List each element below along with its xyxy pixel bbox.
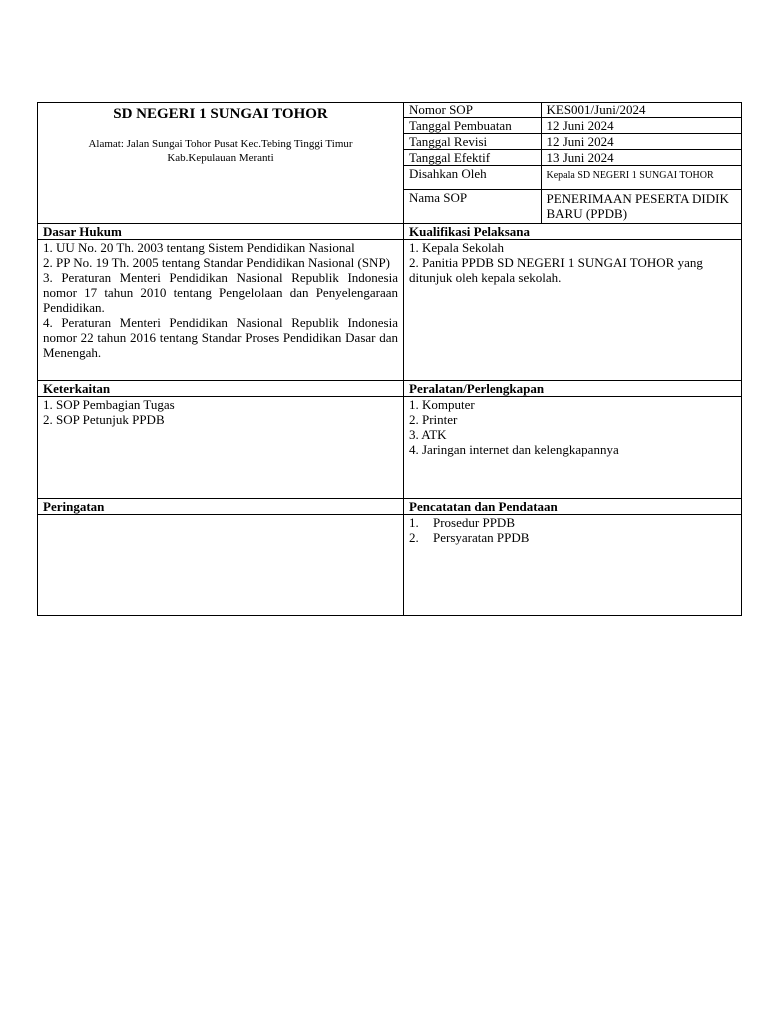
list-number: 1. (409, 514, 419, 530)
list-number: 2. (409, 529, 419, 545)
meta-label: Tanggal Revisi (404, 134, 541, 150)
meta-label: Nama SOP (404, 190, 541, 224)
peralatan-title: Peralatan/Perlengkapan (404, 380, 742, 396)
list-item (409, 530, 736, 545)
dasar-hukum-title: Dasar Hukum (38, 223, 404, 239)
meta-label: Disahkan Oleh (404, 166, 541, 190)
meta-label: Nomor SOP (404, 102, 541, 118)
kualifikasi-body (404, 239, 742, 380)
meta-row-revisi (404, 134, 741, 150)
peringatan-title: Peringatan (38, 498, 404, 514)
list-item: 2. Panitia PPDB SD NEGERI 1 SUNGAI TOHOR yang ditunjuk oleh kepala sekolah. (409, 254, 703, 285)
peringatan-body (38, 514, 404, 616)
kualifikasi-title: Kualifikasi Pelaksana (404, 223, 742, 239)
list-item: 1. SOP Pembagian Tugas (43, 396, 175, 412)
keterkaitan-body (38, 396, 404, 498)
pencatatan-list (409, 515, 736, 545)
list-item: 4. Jaringan internet dan kelengkapannya (409, 441, 619, 457)
list-text: Prosedur PPDB (433, 514, 515, 530)
sop-meta-table (404, 102, 741, 224)
list-text: Persyaratan PPDB (433, 529, 530, 545)
meta-value: 12 Juni 2024 (541, 118, 741, 134)
list-item: 1. Komputer (409, 396, 475, 412)
school-address: Alamat: Jalan Sungai Tohor Pusat Kec.Tebing Tinggi Timur Kab.Kepulauan Meranti (88, 138, 353, 164)
meta-value: 13 Juni 2024 (541, 150, 741, 166)
meta-value: 12 Juni 2024 (541, 134, 741, 150)
meta-label: Tanggal Pembuatan (404, 118, 541, 134)
list-item: 3. Peraturan Menteri Pendidikan Nasional Republik Indonesia nomor 17 tahun 2010 tentang Pengelolaan dan Penyelengaraan Pendidikan. (43, 269, 398, 315)
list-item: 1. UU No. 20 Th. 2003 tentang Sistem Pendidikan Nasional (43, 239, 355, 255)
sop-meta-cell (404, 103, 742, 224)
keterkaitan-title: Keterkaitan (38, 380, 404, 396)
pencatatan-title: Pencatatan dan Pendataan (404, 498, 742, 514)
dasar-hukum-body (38, 239, 404, 380)
list-item: 2. PP No. 19 Th. 2005 tentang Standar Pendidikan Nasional (SNP) (43, 254, 391, 270)
kualifikasi-list (409, 240, 736, 285)
list-item: 2. Printer (409, 411, 458, 427)
meta-row-efektif (404, 150, 741, 166)
list-item: 1. Kepala Sekolah (409, 239, 504, 255)
school-header (38, 103, 404, 224)
school-name: SD NEGERI 1 SUNGAI TOHOR (113, 106, 328, 122)
peralatan-list (409, 397, 736, 457)
meta-row-disahkan (404, 166, 741, 190)
list-item: 3. ATK (409, 426, 447, 442)
meta-row-nama (404, 190, 741, 224)
list-item: 2. SOP Petunjuk PPDB (43, 411, 165, 427)
dasar-hukum-list (43, 240, 398, 360)
pencatatan-body (404, 514, 742, 616)
meta-label: Tanggal Efektif (404, 150, 541, 166)
sop-table (37, 102, 742, 616)
meta-value: Kepala SD NEGERI 1 SUNGAI TOHOR (541, 166, 741, 190)
peralatan-body (404, 396, 742, 498)
meta-row-pembuatan (404, 118, 741, 134)
list-item (409, 515, 736, 530)
meta-value: PENERIMAAN PESERTA DIDIK BARU (PPDB) (541, 190, 741, 224)
list-item: 4. Peraturan Menteri Pendidikan Nasional Republik Indonesia nomor 22 tahun 2016 tentang Standar Proses Pendidikan Dasar dan Menengah. (43, 314, 398, 360)
meta-row-nomor (404, 102, 741, 118)
keterkaitan-list (43, 397, 398, 427)
meta-value: KES001/Juni/2024 (541, 102, 741, 118)
